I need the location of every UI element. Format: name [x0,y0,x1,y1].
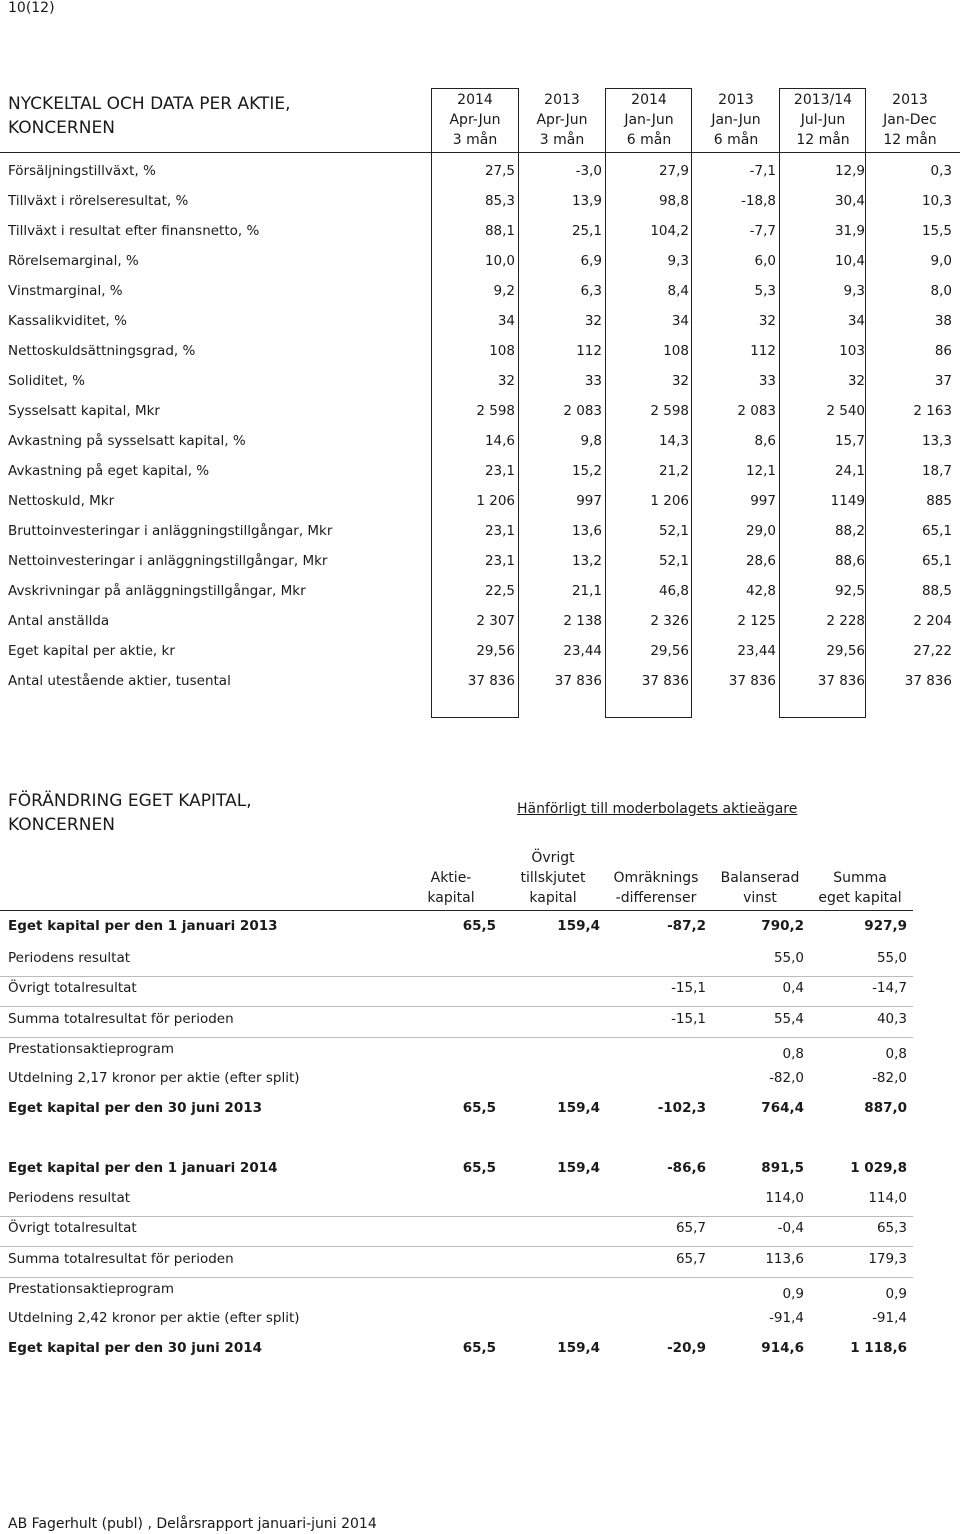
table-row [0,343,960,373]
table-cell: 112 [576,343,602,359]
row-label: Summa totalresultat för perioden [8,1011,234,1027]
table-cell: 0,3 [930,163,952,179]
table-cell: 27,22 [913,643,952,659]
table-row [0,193,960,223]
table-row [0,1340,960,1370]
table-cell: 9,3 [667,253,689,269]
row-label: Periodens resultat [8,950,131,966]
row-divider [0,1037,913,1038]
row-label: Prestationsaktieprogram [8,1281,175,1297]
table-cell: 27,5 [484,163,515,179]
table-cell: 29,56 [650,643,689,659]
table-row [0,373,960,403]
column-header: 2013/14 Jul-Jun 12 mån [793,92,853,148]
table-cell: 29,0 [745,523,776,539]
table-row [0,1310,960,1340]
row-label: Avkastning på eget kapital, % [8,463,210,479]
column-header: 2013 Jan-Jun 6 mån [711,92,761,148]
table-cell: -14,7 [872,980,907,996]
table-cell: 2 540 [826,403,865,419]
table-cell: 65,7 [675,1220,706,1236]
table-cell: 5,3 [754,283,776,299]
table-cell: 891,5 [761,1160,804,1176]
table-cell: 997 [750,493,776,509]
table-cell: 88,2 [834,523,865,539]
table-cell: 65,1 [921,553,952,569]
row-label: Eget kapital per den 30 juni 2013 [8,1100,263,1116]
table-cell: 29,56 [476,643,515,659]
table-cell: 8,6 [754,433,776,449]
row-divider [0,1277,913,1278]
table-cell: 23,44 [563,643,602,659]
row-divider [0,1216,913,1217]
table-cell: 2 228 [826,613,865,629]
table-cell: 2 326 [650,613,689,629]
column-header: Omräknings -differenser [613,870,699,906]
row-label: Tillväxt i resultat efter finansnetto, % [8,223,260,239]
table-cell: 108 [489,343,515,359]
table-row [0,463,960,493]
row-label: Övrigt totalresultat [8,980,137,996]
table-cell: 159,4 [557,1160,600,1176]
table-cell: 112 [750,343,776,359]
table-cell: -82,0 [769,1070,804,1086]
table-cell: 10,3 [921,193,952,209]
row-label: Prestationsaktieprogram [8,1041,175,1057]
row-label: Utdelning 2,17 kronor per aktie (efter split) [8,1070,300,1086]
table-cell: -7,1 [749,163,776,179]
table-cell: -20,9 [667,1340,706,1356]
table-cell: 12,9 [834,163,865,179]
table-cell: 38 [934,313,952,329]
table-cell: 37 836 [467,673,515,689]
table-cell: 885 [926,493,952,509]
table-cell: 790,2 [761,918,804,934]
row-label: Summa totalresultat för perioden [8,1251,234,1267]
table-cell: 65,3 [876,1220,907,1236]
row-label: Antal anställda [8,613,110,629]
table-cell: 2 163 [913,403,952,419]
table-cell: 2 307 [476,613,515,629]
table-cell: 13,6 [571,523,602,539]
header-divider [0,152,960,153]
table-cell: 9,3 [843,283,865,299]
table-row [0,283,960,313]
row-label: Antal utestående aktier, tusental [8,673,231,689]
table-cell: 21,2 [658,463,689,479]
column-header: Aktie- kapital [427,870,475,906]
table-cell: 32 [758,313,776,329]
table-cell: 86 [934,343,952,359]
table-cell: 114,0 [765,1190,804,1206]
table-cell: 1 029,8 [850,1160,907,1176]
table-cell: 14,6 [484,433,515,449]
table-cell: 2 083 [563,403,602,419]
table-cell: 34 [847,313,865,329]
table-cell: 10,0 [484,253,515,269]
table-cell: 32 [671,373,689,389]
row-label: Nettoskuld, Mkr [8,493,115,509]
column-header: Balanserad vinst [720,870,800,906]
table-cell: 37 836 [554,673,602,689]
equity-changes-title: FÖRÄNDRING EGET KAPITAL, KONCERNEN [8,791,252,835]
table-cell: 1149 [830,493,865,509]
table-cell: 22,5 [484,583,515,599]
table-cell: 37 836 [817,673,865,689]
table-cell: -0,4 [777,1220,804,1236]
row-divider [0,976,913,977]
table-cell: 24,1 [834,463,865,479]
page-number: 10(12) [8,0,55,16]
table-cell: 88,6 [834,553,865,569]
table-cell: 29,56 [826,643,865,659]
table-cell: 42,8 [745,583,776,599]
table-row [0,918,960,948]
table-row [0,1070,960,1100]
footer: AB Fagerhult (publ) , Delårsrapport januari-juni 2014 [8,1516,377,1532]
row-label: Rörelsemarginal, % [8,253,139,269]
row-label: Avskrivningar på anläggningstillgångar, Mkr [8,583,306,599]
table-cell: 12,1 [745,463,776,479]
table-cell: -86,6 [667,1160,706,1176]
table-cell: 13,3 [921,433,952,449]
row-label: Avkastning på sysselsatt kapital, % [8,433,246,449]
table-cell: 159,4 [557,1100,600,1116]
table-row [0,643,960,673]
table-cell: 23,44 [737,643,776,659]
table-cell: -91,4 [872,1310,907,1326]
attribution-heading: Hänförligt till moderbolagets aktieägare [517,801,798,817]
table-cell: -82,0 [872,1070,907,1086]
table-cell: 65,5 [462,1340,496,1356]
row-divider [0,1006,913,1007]
table-cell: 103 [839,343,865,359]
table-cell: 32 [497,373,515,389]
table-cell: 927,9 [864,918,907,934]
column-header: 2013 Jan-Dec 12 mån [883,92,937,148]
table-cell: 34 [671,313,689,329]
table-cell: 37 [934,373,952,389]
table-cell: 2 204 [913,613,952,629]
row-label: Utdelning 2,42 kronor per aktie (efter split) [8,1310,300,1326]
table-cell: 887,0 [864,1100,907,1116]
column-header: 2014 Jan-Jun 6 mån [624,92,674,148]
table-cell: -102,3 [657,1100,706,1116]
table-cell: 37 836 [728,673,776,689]
table-cell: 23,1 [484,463,515,479]
table-cell: 92,5 [834,583,865,599]
table-row [0,163,960,193]
table-cell: 28,6 [745,553,776,569]
table-cell: 88,5 [921,583,952,599]
table-cell: 37 836 [904,673,952,689]
table-cell: 46,8 [658,583,689,599]
table-cell: 2 083 [737,403,776,419]
table-cell: 65,7 [675,1251,706,1267]
table-row [0,223,960,253]
header-divider [0,910,913,911]
table-row [0,1100,960,1130]
table-cell: 27,9 [658,163,689,179]
table-cell: 6,9 [580,253,602,269]
table-cell: 23,1 [484,553,515,569]
table-cell: 2 125 [737,613,776,629]
row-label: Nettoskuldsättningsgrad, % [8,343,196,359]
table-cell: 9,0 [930,253,952,269]
row-label: Kassalikviditet, % [8,313,127,329]
table-cell: 159,4 [557,918,600,934]
table-cell: 1 118,6 [850,1340,907,1356]
table-cell: 18,7 [921,463,952,479]
table-cell: 31,9 [834,223,865,239]
table-cell: 21,1 [571,583,602,599]
table-cell: 9,8 [580,433,602,449]
table-row [0,1281,960,1311]
table-cell: 65,1 [921,523,952,539]
table-row [0,673,960,703]
table-cell: 13,9 [571,193,602,209]
row-label: Försäljningstillväxt, % [8,163,156,179]
table-cell: 114,0 [868,1190,907,1206]
column-header: Summa eget kapital [818,870,902,906]
table-cell: 914,6 [761,1340,804,1356]
table-cell: 33 [584,373,602,389]
table-cell: 6,3 [580,283,602,299]
table-cell: 13,2 [571,553,602,569]
table-cell: 8,0 [930,283,952,299]
table-cell: 15,2 [571,463,602,479]
table-row [0,523,960,553]
table-cell: 0,8 [782,1046,804,1062]
table-cell: 2 138 [563,613,602,629]
table-cell: 9,2 [493,283,515,299]
table-cell: 1 206 [650,493,689,509]
row-label: Övrigt totalresultat [8,1220,137,1236]
table-cell: 52,1 [658,553,689,569]
table-row [0,1041,960,1071]
table-cell: 8,4 [667,283,689,299]
row-label: Bruttoinvesteringar i anläggningstillgångar, Mkr [8,523,333,539]
table-cell: -15,1 [671,980,706,996]
table-cell: 1 206 [476,493,515,509]
table-cell: 764,4 [761,1100,804,1116]
table-cell: 32 [584,313,602,329]
table-cell: -7,7 [749,223,776,239]
table-row [0,493,960,523]
row-label: Eget kapital per den 1 januari 2013 [8,918,278,934]
table-cell: 15,7 [834,433,865,449]
row-label: Eget kapital per aktie, kr [8,643,175,659]
table-cell: 65,5 [462,1100,496,1116]
row-label: Sysselsatt kapital, Mkr [8,403,160,419]
row-label: Eget kapital per den 1 januari 2014 [8,1160,278,1176]
table-row [0,433,960,463]
row-label: Eget kapital per den 30 juni 2014 [8,1340,263,1356]
table-cell: -3,0 [575,163,602,179]
table-cell: 85,3 [484,193,515,209]
table-cell: 997 [576,493,602,509]
table-cell: 52,1 [658,523,689,539]
table-cell: 33 [758,373,776,389]
table-cell: 2 598 [650,403,689,419]
column-header: Övrigt tillskjutet kapital [520,850,586,906]
table-cell: 34 [497,313,515,329]
table-cell: 0,8 [885,1046,907,1062]
table-cell: 10,4 [834,253,865,269]
row-label: Soliditet, % [8,373,85,389]
table-cell: 104,2 [650,223,689,239]
table-cell: 25,1 [571,223,602,239]
table-cell: 14,3 [658,433,689,449]
table-row [0,613,960,643]
table-cell: 0,4 [782,980,804,996]
key-figures-title: NYCKELTAL OCH DATA PER AKTIE, KONCERNEN [8,94,291,138]
table-cell: -18,8 [741,193,776,209]
table-cell: 2 598 [476,403,515,419]
table-cell: 108 [663,343,689,359]
table-cell: 88,1 [484,223,515,239]
table-row [0,553,960,583]
table-row [0,583,960,613]
row-label: Nettoinvesteringar i anläggningstillgångar, Mkr [8,553,328,569]
table-cell: 159,4 [557,1340,600,1356]
table-cell: -15,1 [671,1011,706,1027]
table-cell: -91,4 [769,1310,804,1326]
table-row [0,253,960,283]
row-label: Tillväxt i rörelseresultat, % [8,193,189,209]
table-cell: 6,0 [754,253,776,269]
table-cell: 30,4 [834,193,865,209]
table-cell: 55,4 [773,1011,804,1027]
column-header: 2014 Apr-Jun 3 mån [449,92,501,148]
row-label: Periodens resultat [8,1190,131,1206]
table-row [0,1160,960,1190]
table-cell: 23,1 [484,523,515,539]
table-row [0,403,960,433]
table-cell: 55,0 [876,950,907,966]
table-cell: 179,3 [868,1251,907,1267]
table-cell: 40,3 [876,1011,907,1027]
table-cell: 0,9 [782,1286,804,1302]
row-label: Vinstmarginal, % [8,283,123,299]
table-cell: 55,0 [773,950,804,966]
table-cell: 0,9 [885,1286,907,1302]
table-cell: 32 [847,373,865,389]
table-row [0,313,960,343]
table-cell: -87,2 [667,918,706,934]
row-divider [0,1246,913,1247]
table-cell: 65,5 [462,918,496,934]
table-cell: 65,5 [462,1160,496,1176]
column-header: 2013 Apr-Jun 3 mån [536,92,588,148]
table-cell: 15,5 [921,223,952,239]
table-cell: 113,6 [765,1251,804,1267]
table-cell: 98,8 [658,193,689,209]
table-cell: 37 836 [641,673,689,689]
